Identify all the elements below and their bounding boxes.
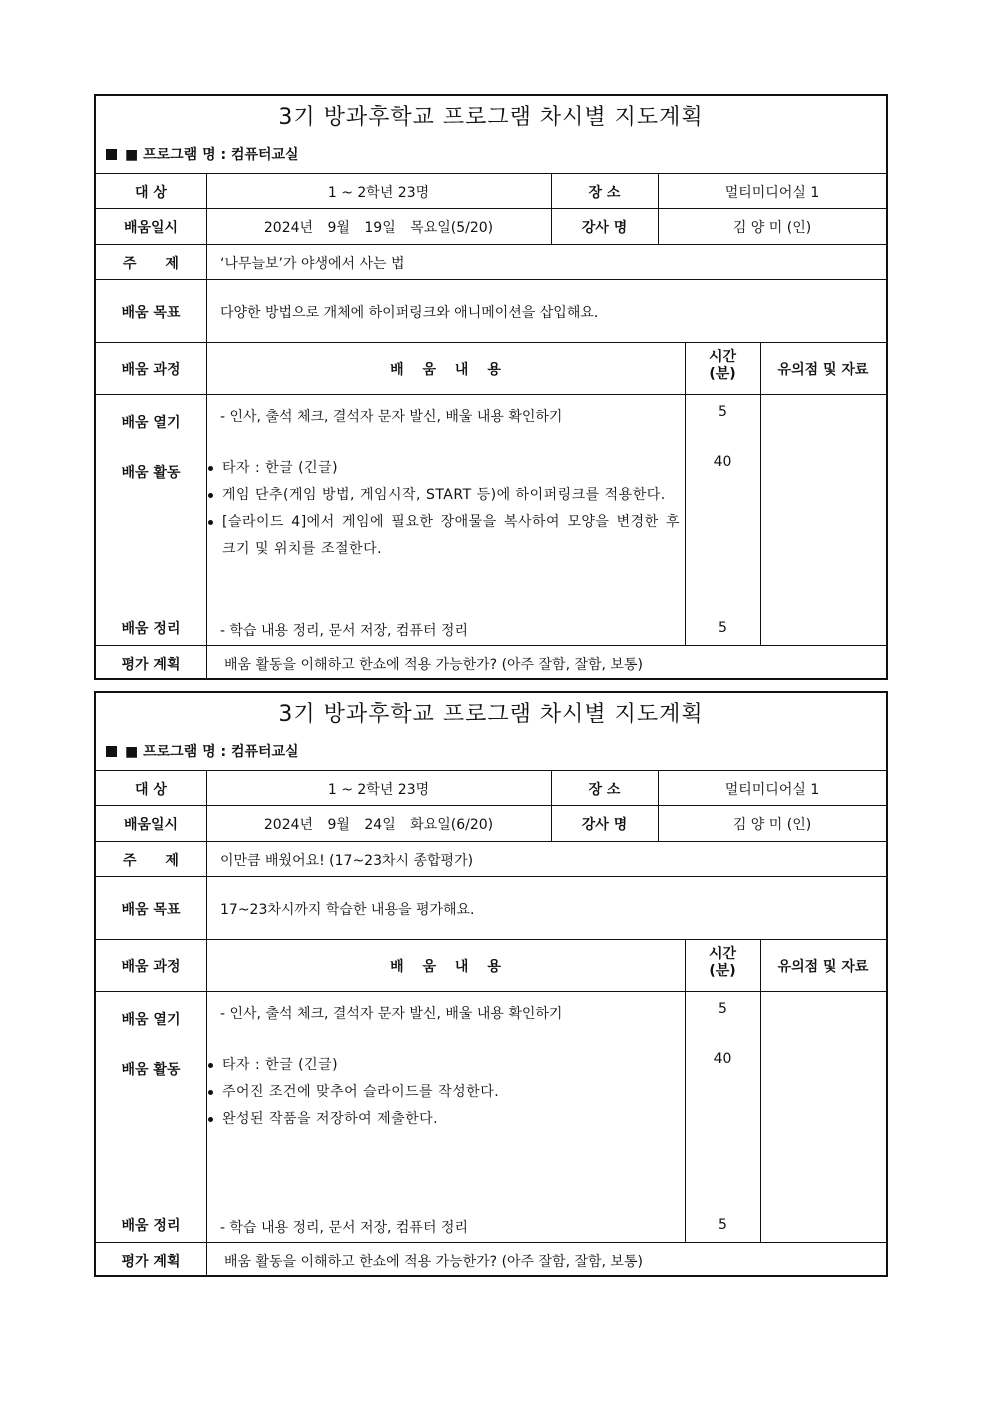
- goal-value: 다양한 방법으로 개체에 하이퍼링크와 애니메이션을 삽입해요.: [220, 305, 599, 321]
- opening-text: - 인사, 출석 체크, 결석자 문자 발신, 배울 내용 확인하기: [220, 1006, 563, 1022]
- bullet-icon: [208, 1090, 213, 1095]
- topic-label: 주 제: [123, 853, 179, 869]
- bullet-icon: [208, 1117, 213, 1122]
- date-value: 2024년 9월 19일 목요일(5/20): [263, 220, 494, 236]
- program-name-text: ■ 프로그램 명 : 컴퓨터교실: [125, 147, 299, 163]
- teacher-label: 강사 명: [581, 220, 628, 236]
- goal-label: 배움 목표: [121, 305, 181, 321]
- eval-label: 평가 계획: [121, 1254, 181, 1270]
- time-header: 시간 (분): [708, 946, 737, 979]
- list-item: 주어진 조건에 맞추어 슬라이드를 작성한다.: [206, 1079, 680, 1106]
- bullet-icon: [208, 520, 213, 525]
- target-value: 1 ~ 2학년 23명: [327, 185, 430, 201]
- notes-header: 유의점 및 자료: [777, 362, 869, 378]
- closing-text: - 학습 내용 정리, 문서 저장, 컴퓨터 정리: [220, 1220, 468, 1236]
- date-value: 2024년 9월 24일 화요일(6/20): [263, 817, 494, 833]
- bullet-icon: [208, 1063, 213, 1068]
- program-name: [106, 741, 299, 763]
- plan-title: 3기 방과후학교 프로그램 차시별 지도계획: [278, 105, 704, 130]
- bullet-icon: [208, 493, 213, 498]
- closing-time: 5: [718, 1217, 727, 1233]
- opening-label: 배움 열기: [121, 415, 181, 431]
- closing-label: 배움 정리: [121, 621, 181, 637]
- target-value: 1 ~ 2학년 23명: [327, 782, 430, 798]
- closing-text: - 학습 내용 정리, 문서 저장, 컴퓨터 정리: [220, 623, 468, 639]
- lesson-plan-sheet: [94, 691, 888, 1277]
- teacher-value: 김 양 미 (인): [732, 220, 812, 236]
- process-header: 배움 과정: [121, 959, 181, 975]
- activity-label: 배움 활동: [121, 1062, 181, 1078]
- closing-time: 5: [718, 620, 727, 636]
- activity-label: 배움 활동: [121, 465, 181, 481]
- topic-value: 이만큼 배웠어요! (17~23차시 종합평가): [220, 853, 474, 869]
- process-header: 배움 과정: [121, 362, 181, 378]
- target-label: 대 상: [135, 782, 167, 798]
- opening-label: 배움 열기: [121, 1012, 181, 1028]
- teacher-value: 김 양 미 (인): [732, 817, 812, 833]
- list-item: [슬라이드 4]에서 게임에 필요한 장애물을 복사하여 모양을 변경한 후 크기 및 위치를 조절한다.: [206, 509, 680, 563]
- list-item: 게임 단추(게임 방법, 게임시작, START 등)에 하이퍼링크를 적용한다.: [206, 482, 680, 509]
- topic-value: ‘나무늘보’가 야생에서 사는 법: [220, 256, 405, 272]
- activity-list: [206, 1052, 680, 1133]
- place-value: 멀티미디어실 1: [724, 185, 820, 201]
- date-label: 배움일시: [123, 220, 179, 236]
- topic-label: 주 제: [123, 256, 179, 272]
- place-value: 멀티미디어실 1: [724, 782, 820, 798]
- plan-title: 3기 방과후학교 프로그램 차시별 지도계획: [278, 702, 704, 727]
- teacher-label: 강사 명: [581, 817, 628, 833]
- program-name: [106, 144, 299, 166]
- target-label: 대 상: [135, 185, 167, 201]
- activity-time: 40: [713, 1051, 732, 1067]
- bullet-icon: [208, 466, 213, 471]
- place-label: 장 소: [588, 185, 621, 201]
- eval-label: 평가 계획: [121, 657, 181, 673]
- opening-time: 5: [718, 1001, 727, 1017]
- square-bullet-icon: [106, 149, 117, 160]
- activity-time: 40: [713, 454, 732, 470]
- lesson-plan-sheet: [94, 94, 888, 680]
- list-item: 완성된 작품을 저장하여 제출한다.: [206, 1106, 680, 1133]
- content-header: 배 움 내 용: [390, 362, 501, 378]
- square-bullet-icon: [106, 746, 117, 757]
- eval-value: 배움 활동을 이해하고 한쇼에 적용 가능한가? (아주 잘함, 잘함, 보통): [224, 657, 643, 673]
- place-label: 장 소: [588, 782, 621, 798]
- opening-text: - 인사, 출석 체크, 결석자 문자 발신, 배울 내용 확인하기: [220, 409, 563, 425]
- opening-time: 5: [718, 404, 727, 420]
- time-header: 시간 (분): [708, 349, 737, 382]
- list-item: 타자 : 한글 (긴글): [206, 455, 680, 482]
- list-item: 타자 : 한글 (긴글): [206, 1052, 680, 1079]
- eval-value: 배움 활동을 이해하고 한쇼에 적용 가능한가? (아주 잘함, 잘함, 보통): [224, 1254, 643, 1270]
- goal-label: 배움 목표: [121, 902, 181, 918]
- program-name-text: ■ 프로그램 명 : 컴퓨터교실: [125, 744, 299, 760]
- activity-list: [206, 455, 680, 563]
- goal-value: 17~23차시까지 학습한 내용을 평가해요.: [220, 902, 475, 918]
- date-label: 배움일시: [123, 817, 179, 833]
- notes-header: 유의점 및 자료: [777, 959, 869, 975]
- closing-label: 배움 정리: [121, 1218, 181, 1234]
- content-header: 배 움 내 용: [390, 959, 501, 975]
